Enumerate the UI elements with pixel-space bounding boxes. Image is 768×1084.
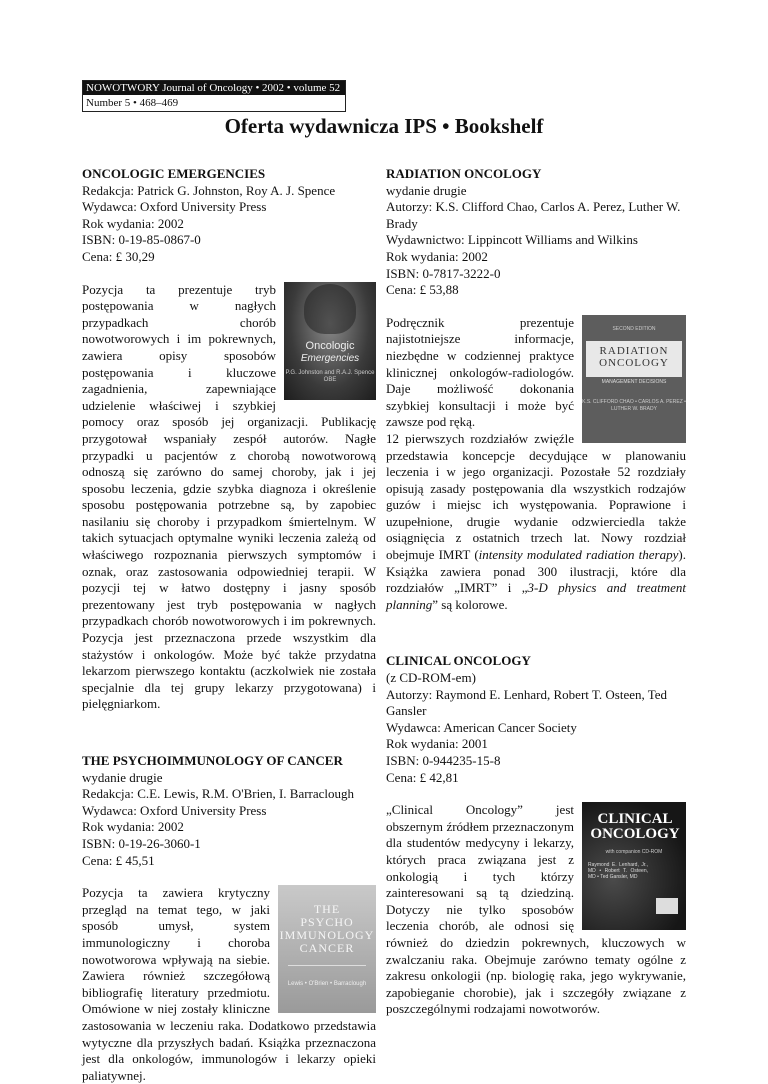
book-editors: Redakcja: C.E. Lewis, R.M. O'Brien, I. Barraclough bbox=[82, 786, 355, 802]
book-psychoimmunology bbox=[82, 753, 376, 1084]
left-column bbox=[82, 166, 376, 1084]
book-price: Cena: £ 53,88 bbox=[386, 282, 459, 298]
book-radiation-oncology bbox=[386, 166, 686, 613]
book-year: Rok wydania: 2002 bbox=[82, 819, 184, 835]
book-title: ONCOLOGIC EMERGENCIES bbox=[82, 166, 266, 181]
description-text: Pozycja ta prezentuje tryb postępowania w nagłych przypadkach chorób nowotworowych i im pokrewnych, zawiera opisy sposobów postępowania i kluczowe zagadnienia, zapewniające udzielenie właściwej i szybkiej pomocy oraz sposób jej organizacji. Publikację przygotował wspaniały zespół autorów. Nagłe przypadki u pacjentów z chorobą nowotworową odnoszą się zarówno do samej choroby, jak i jej sposobu leczenia, gdzie szybka diagnoza i określenie sposobu postępowania potrzebne są, by zapobiec nasilaniu się choroby i przypadkom śmiertelnym. W takich sytuacjach optymalne wyniki leczenia zależą od właściwego rozpoznania pierwszych symptomów i oznak, oraz zastosowania odpowiedniej terapii. W pozycji tej w łatwo dostępny i jasny sposób prezentowany jest tryb postępowania w nagłych przypadkach chorób nowotworowych i im pokrewnych. Pozycja jest przeznaczona przede wszystkim dla stażystów i onkologów. Może być także przydatna lekarzom pierwszego kontaktu (aczkolwiek nie została specjalnie dla tej grupy lekarzy przygotowana) i pielęgniarkom. bbox=[82, 281, 376, 712]
cover-authors: P.G. Johnston and R.A.J. Spence OBE bbox=[285, 369, 375, 383]
cover-line-2: ONCOLOGY bbox=[590, 826, 680, 843]
cover-line-3: IMMUNOLOGY bbox=[279, 928, 375, 943]
book-price: Cena: £ 30,29 bbox=[82, 248, 155, 264]
cover-line-2: ONCOLOGY bbox=[599, 356, 669, 369]
book-cover-image bbox=[582, 802, 686, 930]
book-edition: (z CD-ROM-em) bbox=[386, 670, 476, 686]
page-title: Oferta wydawnicza IPS • Bookshelf bbox=[224, 114, 544, 138]
book-year: Rok wydania: 2001 bbox=[386, 736, 488, 752]
book-title: THE PSYCHOIMMUNOLOGY OF CANCER bbox=[82, 753, 343, 768]
issue-number: Number 5 • 468–469 bbox=[86, 97, 179, 109]
book-meta bbox=[82, 183, 376, 266]
cover-line-1: RADIATION bbox=[599, 344, 669, 357]
book-description bbox=[82, 885, 376, 1084]
book-publisher: Wydawca: American Cancer Society bbox=[386, 719, 577, 735]
book-title: CLINICAL ONCOLOGY bbox=[386, 653, 531, 669]
book-isbn: ISBN: 0-7817-3222-0 bbox=[386, 265, 501, 281]
book-isbn: ISBN: 0-944235-15-8 bbox=[386, 753, 501, 768]
book-price: Cena: £ 45,51 bbox=[82, 852, 155, 868]
book-authors: Autorzy: Raymond E. Lenhard, Robert T. Osteen, Ted Gansler bbox=[386, 686, 668, 719]
cover-title: Oncologic bbox=[305, 339, 355, 352]
book-meta bbox=[386, 183, 686, 299]
book-edition: wydanie drugie bbox=[82, 769, 163, 785]
book-isbn: ISBN: 0-19-26-3060-1 bbox=[82, 835, 201, 851]
book-title: RADIATION ONCOLOGY bbox=[386, 166, 542, 181]
book-oncologic-emergencies bbox=[82, 166, 376, 713]
book-year: Rok wydania: 2002 bbox=[82, 215, 184, 231]
cover-line-1: THE bbox=[313, 902, 341, 917]
cover-authors: Raymond E. Lenhard, Jr., MD • Robert T. Osteen, MD • Ted Gansler, MD bbox=[588, 862, 648, 881]
book-publisher: Wydawca: Oxford University Press bbox=[82, 199, 267, 215]
publisher-logo-icon bbox=[656, 898, 678, 914]
book-publisher: Wydawnictwo: Lippincott Williams and Wilkins bbox=[386, 232, 638, 248]
description-text: Pozycja ta zawiera krytyczny przegląd na temat tego, w jaki sposób umysł, system immunologiczny i choroba nowotworowa wpływają na siebie. Zawiera również szczegółową bibliografię literatury przedmiotu. Omówione w niej zostały kliniczne zastosowania w leczeniu raka. Dodatkowo przedstawia wytyczne dla przyszłych badań. Książka przeznaczona jest dla onkologów, immunologów i lekarzy opieki paliatywnej. bbox=[82, 885, 376, 1083]
book-authors: Autorzy: K.S. Clifford Chao, Carlos A. Perez, Luther W. Brady bbox=[386, 199, 681, 231]
book-editors: Redakcja: Patrick G. Johnston, Roy A. J. Spence bbox=[82, 182, 336, 198]
book-cover-image bbox=[284, 282, 376, 400]
cover-line-1: CLINICAL bbox=[597, 811, 673, 828]
book-description bbox=[386, 315, 686, 614]
book-isbn: ISBN: 0-19-85-0867-0 bbox=[82, 232, 201, 248]
book-year: Rok wydania: 2002 bbox=[386, 248, 488, 264]
cover-subtitle: MANAGEMENT DECISIONS bbox=[601, 378, 667, 385]
cover-line-4: CANCER bbox=[299, 941, 355, 956]
book-meta bbox=[386, 670, 686, 786]
cover-authors: Lewis • O'Brien • Barraclough bbox=[287, 981, 367, 988]
journal-header bbox=[82, 80, 346, 112]
book-publisher: Wydawca: Oxford University Press bbox=[82, 802, 267, 818]
cover-subtitle: Emergencies bbox=[300, 352, 360, 364]
description-text: „Clinical Oncology” jest obszernym źródłem przeznaczonym dla studentów medycyny i lekarzy, których praca związana jest z onkologią i tych którzy zainteresowani są tą dziedziną. Dotyczy nie tylko sposobów leczenia chorób, ale odnosi się również do dziedzin pokrewnych, kluczowych w zwalczaniu raka. Obejmuje zarówno tematy ogólne z zakresu onkologii (np. biologię raka, jego wykrywanie, zapobieganie chorobie), jak i szczegóły związane z poszczególnymi rodzajami nowotworów. bbox=[386, 802, 686, 1017]
cover-authors: K.S. CLIFFORD CHAO • CARLOS A. PEREZ • LUTHER W. BRADY bbox=[582, 398, 686, 412]
book-description bbox=[386, 802, 686, 1018]
book-description bbox=[82, 282, 376, 713]
cover-line-2: PSYCHO bbox=[300, 915, 354, 930]
description-text: Podręcznik prezentuje najistotniejsze informacje, niezbędne w codziennej praktyce klinicznej onkologów-radiologów. Daje możliwość dokonania szybkiej konsultacji i może być zawsze pod ręką. 12 pierwszych rozdziałów zwięźle przedstawia koncepcje decydujące w planowaniu leczenia i w jego organizacji. Pozostałe 52 rozdziały opisują zasady postępowania dla wszystkich rodzajów guzów i miejsc ich występowania. Poprawione i uzupełnione, drugie wydanie odzwierciedla także osiągnięcia z ostatnich trzech lat. Nowy rozdział obejmuje IMRT (intensity modulated radiation therapy). Książka zawiera ponad 300 ilustracji, które dla rozdziałów „IMRT” i „3-D physics and treatment planning” są kolorowe. bbox=[386, 314, 686, 612]
cover-cdrom-note: with companion CD-ROM bbox=[605, 849, 663, 856]
journal-line: NOWOTWORY Journal of Oncology • 2002 • volume 52 bbox=[83, 81, 345, 95]
book-price: Cena: £ 42,81 bbox=[386, 769, 459, 785]
book-edition: wydanie drugie bbox=[386, 182, 467, 198]
book-meta bbox=[82, 770, 376, 870]
book-cover-image bbox=[582, 315, 686, 443]
right-column bbox=[386, 166, 686, 1018]
cover-edition: SECOND EDITION bbox=[612, 325, 656, 332]
book-clinical-oncology bbox=[386, 653, 686, 1017]
